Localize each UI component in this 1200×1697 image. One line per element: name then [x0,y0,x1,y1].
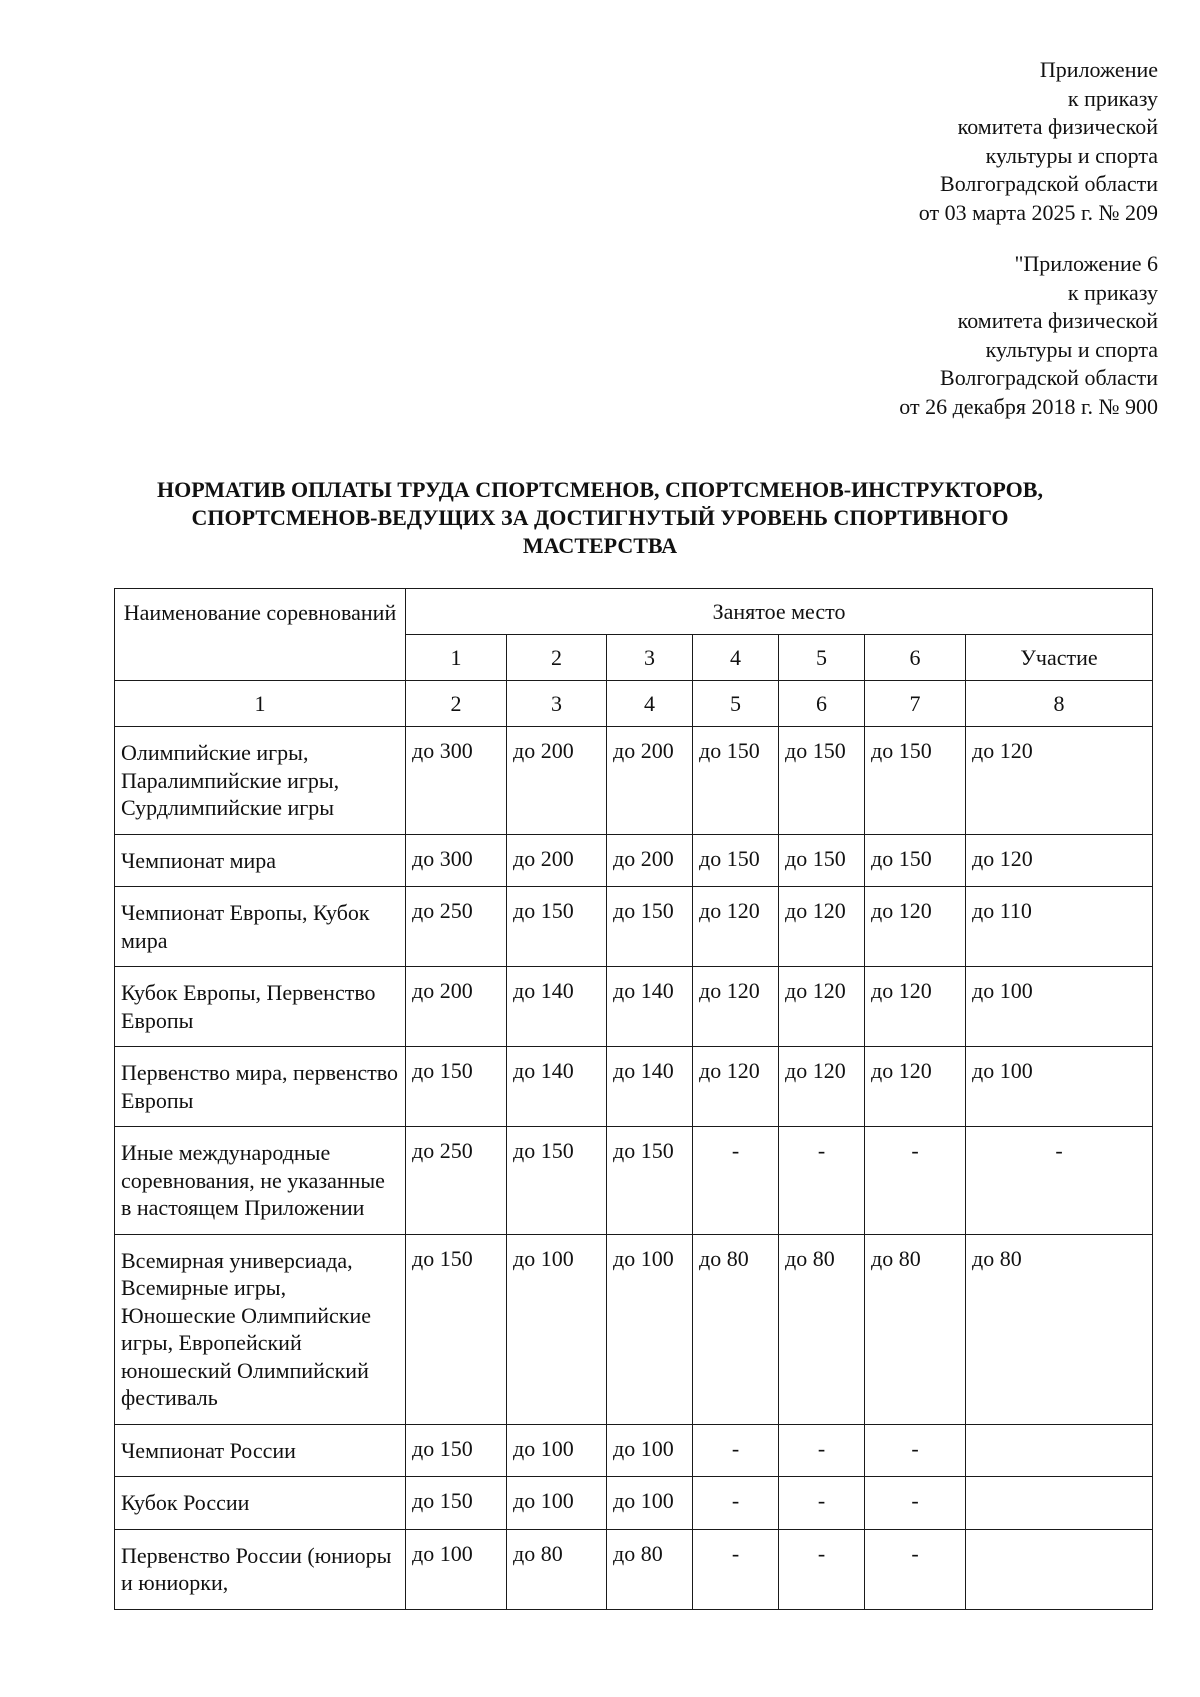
column-number: 2 [406,681,507,727]
competition-name: Чемпионат России [115,1424,406,1477]
competition-name: Чемпионат Европы, Кубок мира [115,887,406,967]
col-name-header: Наименование соревнований [115,589,406,681]
payment-value: - [865,1477,966,1530]
payment-value [966,1477,1153,1530]
table-row [115,1047,1153,1127]
competition-name: Олимпийские игры, Паралимпийские игры, Сурдлимпийские игры [115,727,406,835]
appendix-header-line: культуры и спорта [985,142,1158,168]
payment-value: до 150 [607,1127,693,1235]
place-column-header: 6 [865,635,966,681]
payment-value: до 150 [406,1424,507,1477]
document-title [60,476,1140,560]
payment-value: - [693,1127,779,1235]
payment-value: до 150 [865,727,966,835]
column-number: 3 [507,681,607,727]
place-column-header: Участие [966,635,1153,681]
appendix6-header-line: "Приложение 6 [1014,251,1158,276]
payment-value: до 120 [966,727,1153,835]
appendix-header-line: Приложение [1039,57,1158,82]
appendix6-header-line: к приказу [1067,279,1158,305]
appendix-header-line: к приказу [1067,85,1158,111]
payment-value: до 80 [507,1529,607,1609]
appendix6-header-line: культуры и спорта [985,336,1158,362]
payment-value [966,1529,1153,1609]
payment-value: до 150 [406,1234,507,1424]
payment-value: до 150 [779,727,865,835]
place-header: Занятое место [406,589,1153,635]
column-number: 6 [779,681,865,727]
payment-value: до 120 [865,967,966,1047]
table-row [115,1234,1153,1424]
table-row [115,1424,1153,1477]
payment-value: до 110 [966,887,1153,967]
payment-value: до 150 [507,887,607,967]
payment-value: до 200 [607,834,693,887]
payment-value: до 80 [779,1234,865,1424]
payment-value: до 120 [779,887,865,967]
table-row [115,1477,1153,1530]
payment-value [966,1424,1153,1477]
payment-value: до 200 [507,727,607,835]
table-row [115,887,1153,967]
table-row [115,1127,1153,1235]
payment-value: до 300 [406,834,507,887]
payment-value: до 120 [693,1047,779,1127]
appendix-header-line: Волгоградской области [940,171,1158,196]
table-row [115,727,1153,835]
competition-name: Первенство России (юниоры и юниорки, [115,1529,406,1609]
place-column-header: 1 [406,635,507,681]
title-line: МАСТЕРСТВА [522,533,678,558]
title-line: СПОРТСМЕНОВ-ВЕДУЩИХ ЗА ДОСТИГНУТЫЙ УРОВЕНЬ СПОРТИВНОГО [191,505,1009,530]
payment-value: - [865,1424,966,1477]
appendix6-header-line: от 26 декабря 2018 г. № 900 [899,393,1158,419]
norm-table [114,588,1153,1610]
table-row [115,967,1153,1047]
competition-name: Всемирная универсиада, Всемирные игры, Юношеские Олимпийские игры, Европейский юношеский Олимпийский фестиваль [115,1234,406,1424]
place-column-header: 3 [607,635,693,681]
payment-value: до 100 [607,1424,693,1477]
payment-value: до 80 [607,1529,693,1609]
competition-name: Кубок Европы, Первенство Европы [115,967,406,1047]
competition-name: Первенство мира, первенство Европы [115,1047,406,1127]
payment-value: до 200 [607,727,693,835]
payment-value: - [966,1127,1153,1235]
payment-value: до 100 [507,1234,607,1424]
payment-value: - [779,1477,865,1530]
column-number: 4 [607,681,693,727]
payment-value: до 100 [966,967,1153,1047]
payment-value: - [693,1477,779,1530]
place-column-header: 5 [779,635,865,681]
place-column-header: 2 [507,635,607,681]
payment-value: - [693,1529,779,1609]
payment-value: до 140 [607,1047,693,1127]
payment-value: - [779,1424,865,1477]
payment-value: до 150 [406,1477,507,1530]
appendix-header-line: комитета физической [957,114,1158,139]
payment-value: до 150 [865,834,966,887]
table-row [115,834,1153,887]
payment-value: до 140 [607,967,693,1047]
competition-name: Кубок России [115,1477,406,1530]
column-number: 8 [966,681,1153,727]
payment-value: до 200 [406,967,507,1047]
payment-value: - [693,1424,779,1477]
table-header-row [115,589,1153,635]
appendix-header-line: от 03 марта 2025 г. № 209 [918,199,1158,225]
payment-value: до 100 [406,1529,507,1609]
payment-value: до 150 [607,887,693,967]
payment-value: до 150 [507,1127,607,1235]
appendix6-header-line: комитета физической [957,308,1158,333]
competition-name: Чемпионат мира [115,834,406,887]
payment-value: до 120 [779,967,865,1047]
place-column-header: 4 [693,635,779,681]
column-numbers-row [115,681,1153,727]
payment-value: до 120 [865,887,966,967]
payment-value: до 200 [507,834,607,887]
column-number: 5 [693,681,779,727]
payment-value: до 100 [607,1234,693,1424]
column-number: 1 [115,681,406,727]
payment-value: до 150 [406,1047,507,1127]
payment-value: - [779,1529,865,1609]
payment-value: до 120 [693,887,779,967]
payment-value: до 140 [507,1047,607,1127]
competition-name: Иные международные соревнования, не указанные в настоящем Приложении [115,1127,406,1235]
table-row [115,1529,1153,1609]
payment-value: до 150 [779,834,865,887]
payment-value: до 120 [693,967,779,1047]
payment-value: до 100 [966,1047,1153,1127]
payment-value: до 80 [966,1234,1153,1424]
payment-value: до 300 [406,727,507,835]
column-number: 7 [865,681,966,727]
appendix6-header-line: Волгоградской области [940,365,1158,390]
payment-value: до 150 [693,727,779,835]
payment-value: до 80 [693,1234,779,1424]
payment-value: до 100 [607,1477,693,1530]
payment-value: до 120 [779,1047,865,1127]
payment-value: до 120 [966,834,1153,887]
payment-value: - [865,1529,966,1609]
payment-value: до 140 [507,967,607,1047]
appendix-header [919,56,1158,227]
payment-value: до 80 [865,1234,966,1424]
appendix6-header [899,250,1158,421]
payment-value: до 100 [507,1424,607,1477]
payment-value: до 250 [406,887,507,967]
payment-value: - [779,1127,865,1235]
payment-value: до 120 [865,1047,966,1127]
payment-value: до 150 [693,834,779,887]
payment-value: до 250 [406,1127,507,1235]
payment-value: до 100 [507,1477,607,1530]
title-line: НОРМАТИВ ОПЛАТЫ ТРУДА СПОРТСМЕНОВ, СПОРТСМЕНОВ-ИНСТРУКТОРОВ, [157,477,1043,502]
payment-value: - [865,1127,966,1235]
